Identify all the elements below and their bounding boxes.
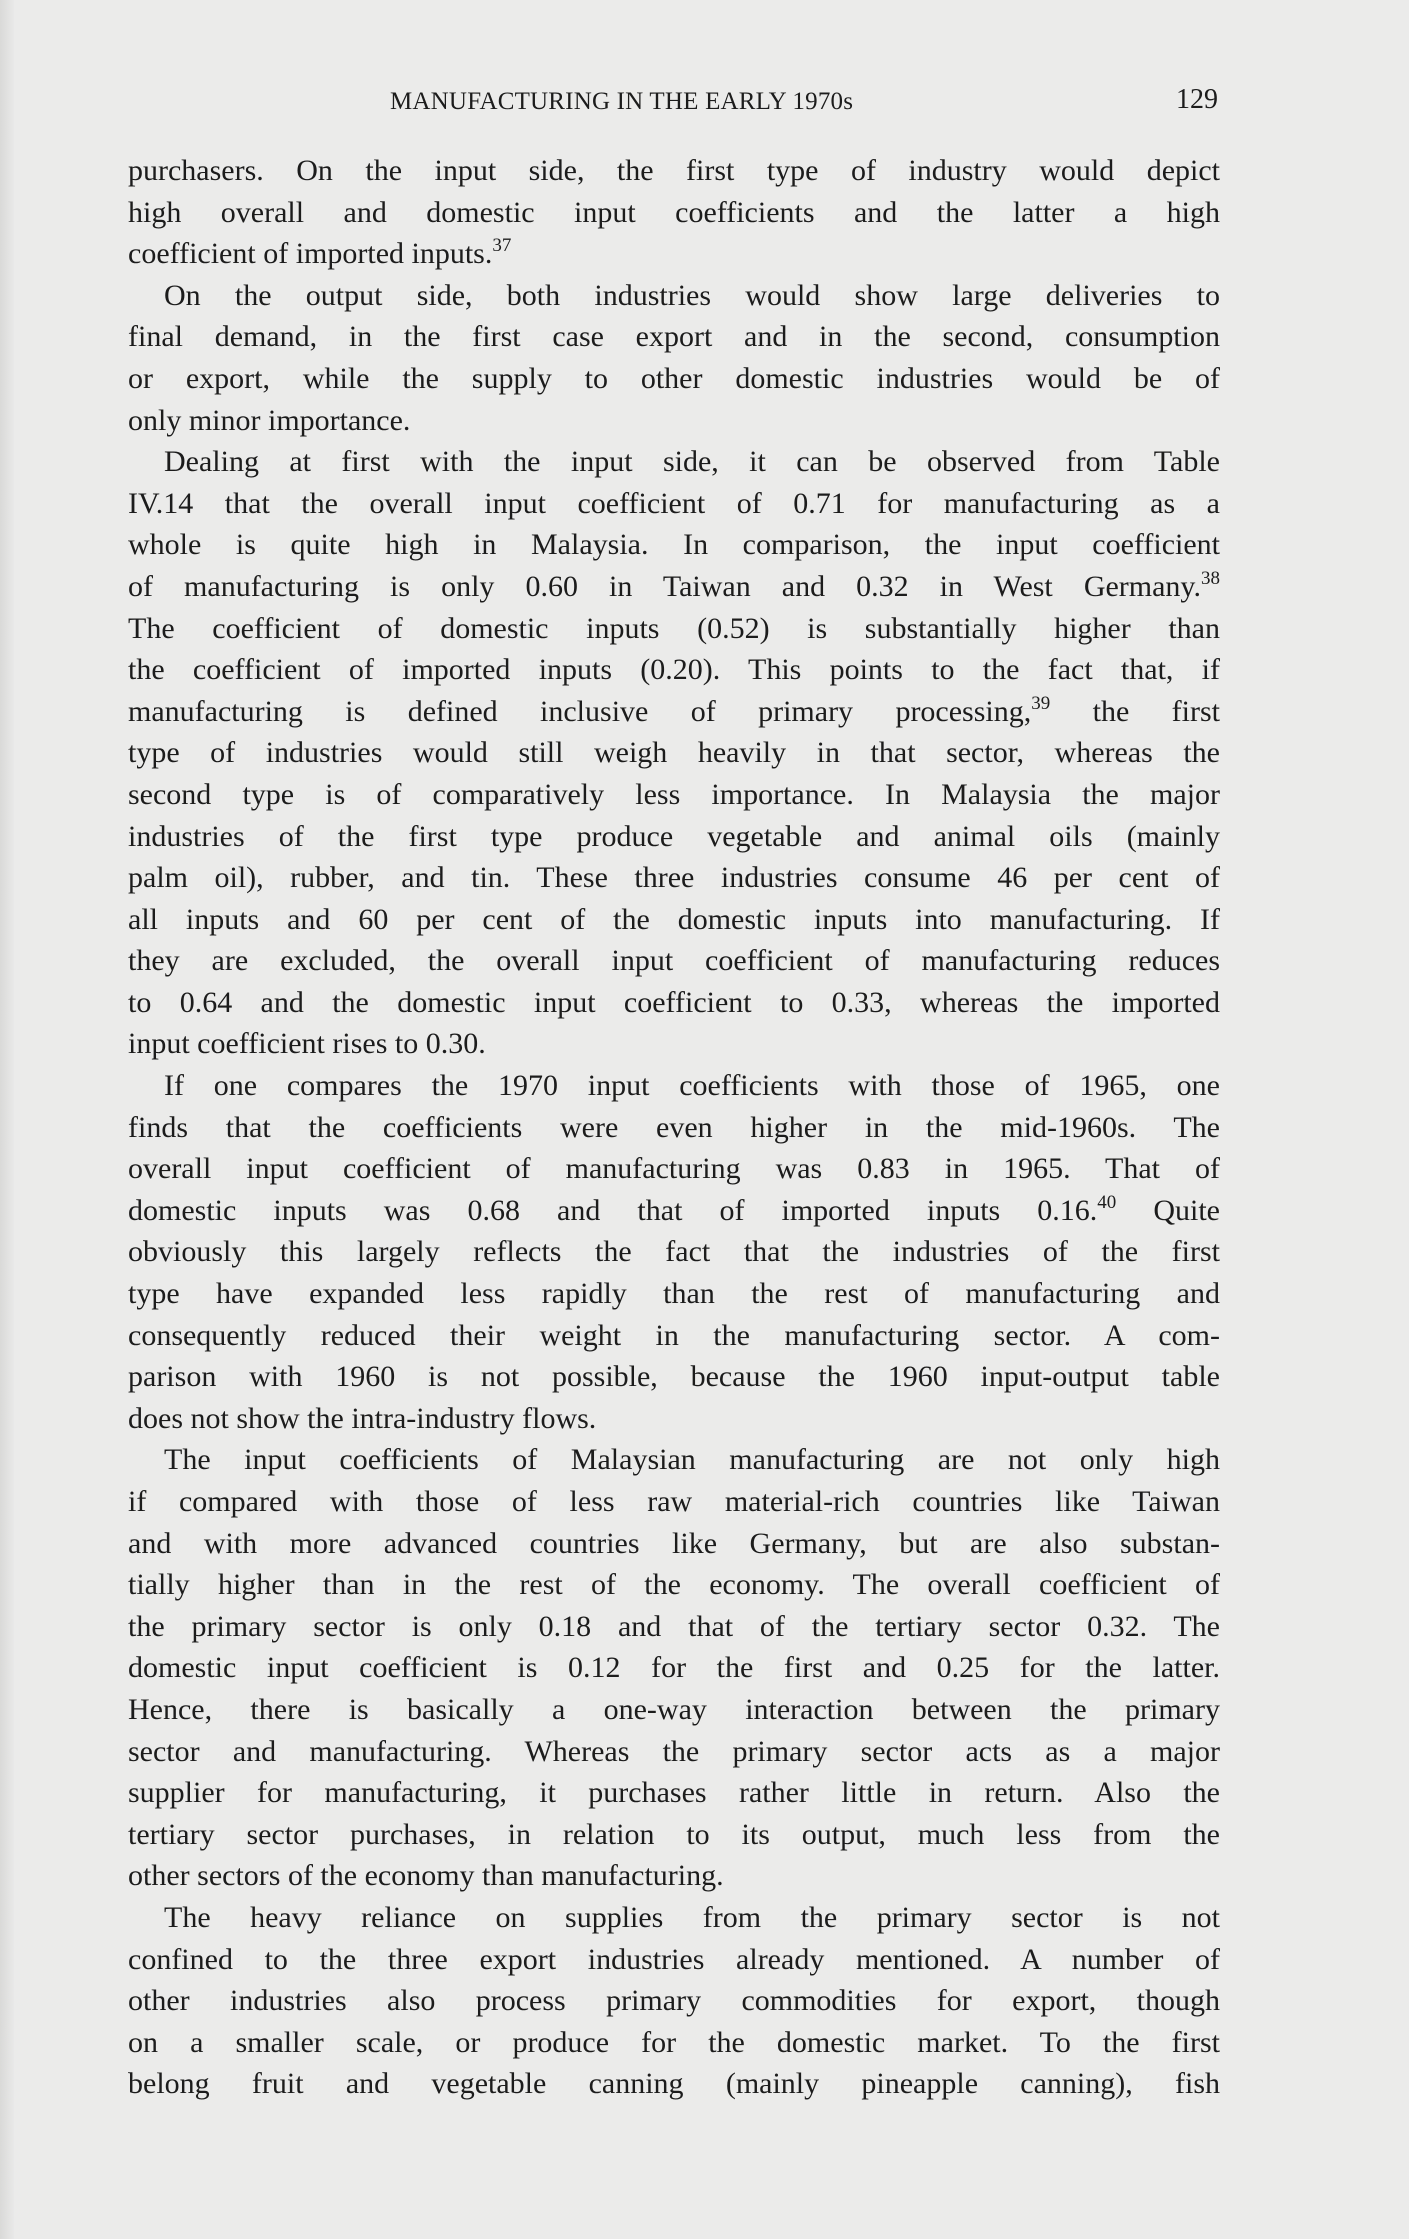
footnote-reference: 39: [1031, 692, 1051, 714]
line-text: of manufacturing is only 0.60 in Taiwan and 0.32 in West Germany.: [128, 569, 1201, 603]
line-text: to 0.64 and the domestic input coefficient to 0.33, whereas the imported: [128, 985, 1220, 1019]
text-line: [128, 275, 1220, 317]
text-line: [128, 150, 1220, 192]
text-line: [128, 233, 1220, 275]
footnote-reference: 37: [492, 235, 512, 257]
text-line: [128, 1523, 1220, 1565]
line-text: or export, while the supply to other domestic industries would be of: [128, 361, 1220, 395]
line-text: whole is quite high in Malaysia. In comparison, the input coefficient: [128, 528, 1220, 562]
line-text: supplier for manufacturing, it purchases rather little in return. Also the: [128, 1776, 1220, 1810]
line-text: The heavy reliance on supplies from the primary sector is not: [164, 1900, 1220, 1934]
line-text: overall input coefficient of manufacturing was 0.83 in 1965. That of: [128, 1152, 1220, 1186]
text-line: [128, 608, 1220, 650]
text-line: [128, 1315, 1220, 1357]
paragraph: [128, 275, 1220, 441]
line-text: does not show the intra-industry flows.: [128, 1401, 597, 1435]
paragraph: [128, 150, 1220, 275]
text-line: [128, 1065, 1220, 1107]
line-text: all inputs and 60 per cent of the domestic inputs into manufacturing. If: [128, 902, 1220, 936]
line-text: IV.14 that the overall input coefficient of 0.71 for manufacturing as a: [128, 486, 1220, 520]
line-text: second type is of comparatively less importance. In Malaysia the major: [128, 777, 1220, 811]
text-line: [128, 483, 1220, 525]
running-title: MANUFACTURING IN THE EARLY 1970s: [390, 88, 854, 115]
line-text: they are excluded, the overall input coefficient of manufacturing reduces: [128, 944, 1220, 978]
line-text: on a smaller scale, or produce for the domestic market. To the first: [128, 2025, 1220, 2059]
text-line: [128, 1647, 1220, 1689]
line-text-after: Quite: [1116, 1193, 1220, 1227]
paragraph: [128, 1439, 1220, 1897]
text-line: [128, 1398, 1220, 1440]
text-line: [128, 316, 1220, 358]
line-text: only minor importance.: [128, 403, 411, 437]
line-text: and with more advanced countries like Germany, but are also substan-: [128, 1526, 1220, 1560]
line-text: tertiary sector purchases, in relation to its output, much less from the: [128, 1817, 1220, 1851]
line-text: tially higher than in the rest of the economy. The overall coefficient of: [128, 1568, 1220, 1602]
text-line: [128, 1439, 1220, 1481]
text-line: [128, 857, 1220, 899]
line-text: industries of the first type produce vegetable and animal oils (mainly: [128, 819, 1220, 853]
text-line: [128, 192, 1220, 234]
line-text: The input coefficients of Malaysian manufacturing are not only high: [164, 1443, 1220, 1477]
text-line: [128, 400, 1220, 442]
line-text: parison with 1960 is not possible, because the 1960 input-output table: [128, 1360, 1220, 1394]
text-line: [128, 1980, 1220, 2022]
text-line: [128, 2022, 1220, 2064]
text-line: [128, 649, 1220, 691]
body-text: [128, 150, 1220, 2105]
paragraph: [128, 1897, 1220, 2105]
text-line: [128, 441, 1220, 483]
line-text: domestic inputs was 0.68 and that of imported inputs 0.16.: [128, 1193, 1098, 1227]
line-text: other sectors of the economy than manufacturing.: [128, 1859, 724, 1893]
line-text: the coefficient of imported inputs (0.20). This points to the fact that, if: [128, 653, 1220, 687]
text-line: [128, 691, 1220, 733]
text-line: [128, 1148, 1220, 1190]
line-text: Hence, there is basically a one-way interaction between the primary: [128, 1692, 1220, 1726]
line-text: high overall and domestic input coefficients and the latter a high: [128, 195, 1220, 229]
running-header: [128, 84, 1218, 124]
line-text: domestic input coefficient is 0.12 for the first and 0.25 for the latter.: [128, 1651, 1220, 1685]
line-text: type have expanded less rapidly than the rest of manufacturing and: [128, 1277, 1220, 1311]
line-text: purchasers. On the input side, the first type of industry would depict: [128, 154, 1220, 187]
line-text: type of industries would still weigh heavily in that sector, whereas the: [128, 736, 1220, 770]
text-line: [128, 1897, 1220, 1939]
text-line: [128, 1814, 1220, 1856]
line-text: If one compares the 1970 input coefficients with those of 1965, one: [164, 1069, 1220, 1103]
line-text: other industries also process primary commodities for export, though: [128, 1984, 1220, 2018]
text-line: [128, 2063, 1220, 2105]
text-line: [128, 358, 1220, 400]
text-line: [128, 816, 1220, 858]
text-line: [128, 1023, 1220, 1065]
line-text: manufacturing is defined inclusive of primary processing,: [128, 694, 1032, 728]
line-text: confined to the three export industries already mentioned. A number of: [128, 1942, 1220, 1976]
text-line: [128, 1606, 1220, 1648]
line-text: if compared with those of less raw material-rich countries like Taiwan: [128, 1485, 1220, 1518]
paragraph: [128, 441, 1220, 1065]
text-line: [128, 1689, 1220, 1731]
text-line: [128, 1855, 1220, 1897]
text-line: [128, 982, 1220, 1024]
line-text: belong fruit and vegetable canning (mainly pineapple canning), fish: [128, 2067, 1220, 2101]
line-text: On the output side, both industries would show large deliveries to: [164, 278, 1220, 312]
text-line: [128, 899, 1220, 941]
text-line: [128, 1190, 1220, 1232]
text-line: [128, 1107, 1220, 1149]
text-line: [128, 1731, 1220, 1773]
line-text: input coefficient rises to 0.30.: [128, 1027, 486, 1061]
line-text: coefficient of imported inputs.: [128, 237, 493, 271]
text-line: [128, 1231, 1220, 1273]
text-line: [128, 732, 1220, 774]
paragraph: [128, 1065, 1220, 1439]
text-line: [128, 1273, 1220, 1315]
footnote-reference: 40: [1097, 1191, 1117, 1213]
line-text: consequently reduced their weight in the manufacturing sector. A com-: [128, 1318, 1220, 1352]
text-line: [128, 1564, 1220, 1606]
page-edge-shadow: [0, 0, 14, 2239]
line-text: final demand, in the first case export and in the second, consumption: [128, 320, 1220, 354]
text-line: [128, 1939, 1220, 1981]
line-text: Dealing at first with the input side, it can be observed from Table: [164, 445, 1220, 479]
text-line: [128, 1356, 1220, 1398]
line-text-after: the first: [1050, 694, 1220, 728]
line-text: finds that the coefficients were even higher in the mid-1960s. The: [128, 1110, 1220, 1144]
page-number: 129: [1176, 84, 1218, 115]
footnote-reference: 38: [1201, 567, 1220, 589]
text-line: [128, 1481, 1220, 1523]
text-line: [128, 774, 1220, 816]
line-text: the primary sector is only 0.18 and that of the tertiary sector 0.32. The: [128, 1609, 1220, 1643]
text-line: [128, 1772, 1220, 1814]
line-text: sector and manufacturing. Whereas the primary sector acts as a major: [128, 1734, 1220, 1768]
line-text: palm oil), rubber, and tin. These three industries consume 46 per cent of: [128, 861, 1220, 895]
text-line: [128, 940, 1220, 982]
text-line: [128, 566, 1220, 608]
line-text: The coefficient of domestic inputs (0.52) is substantially higher than: [128, 611, 1220, 645]
line-text: obviously this largely reflects the fact that the industries of the first: [128, 1235, 1220, 1269]
text-line: [128, 524, 1220, 566]
